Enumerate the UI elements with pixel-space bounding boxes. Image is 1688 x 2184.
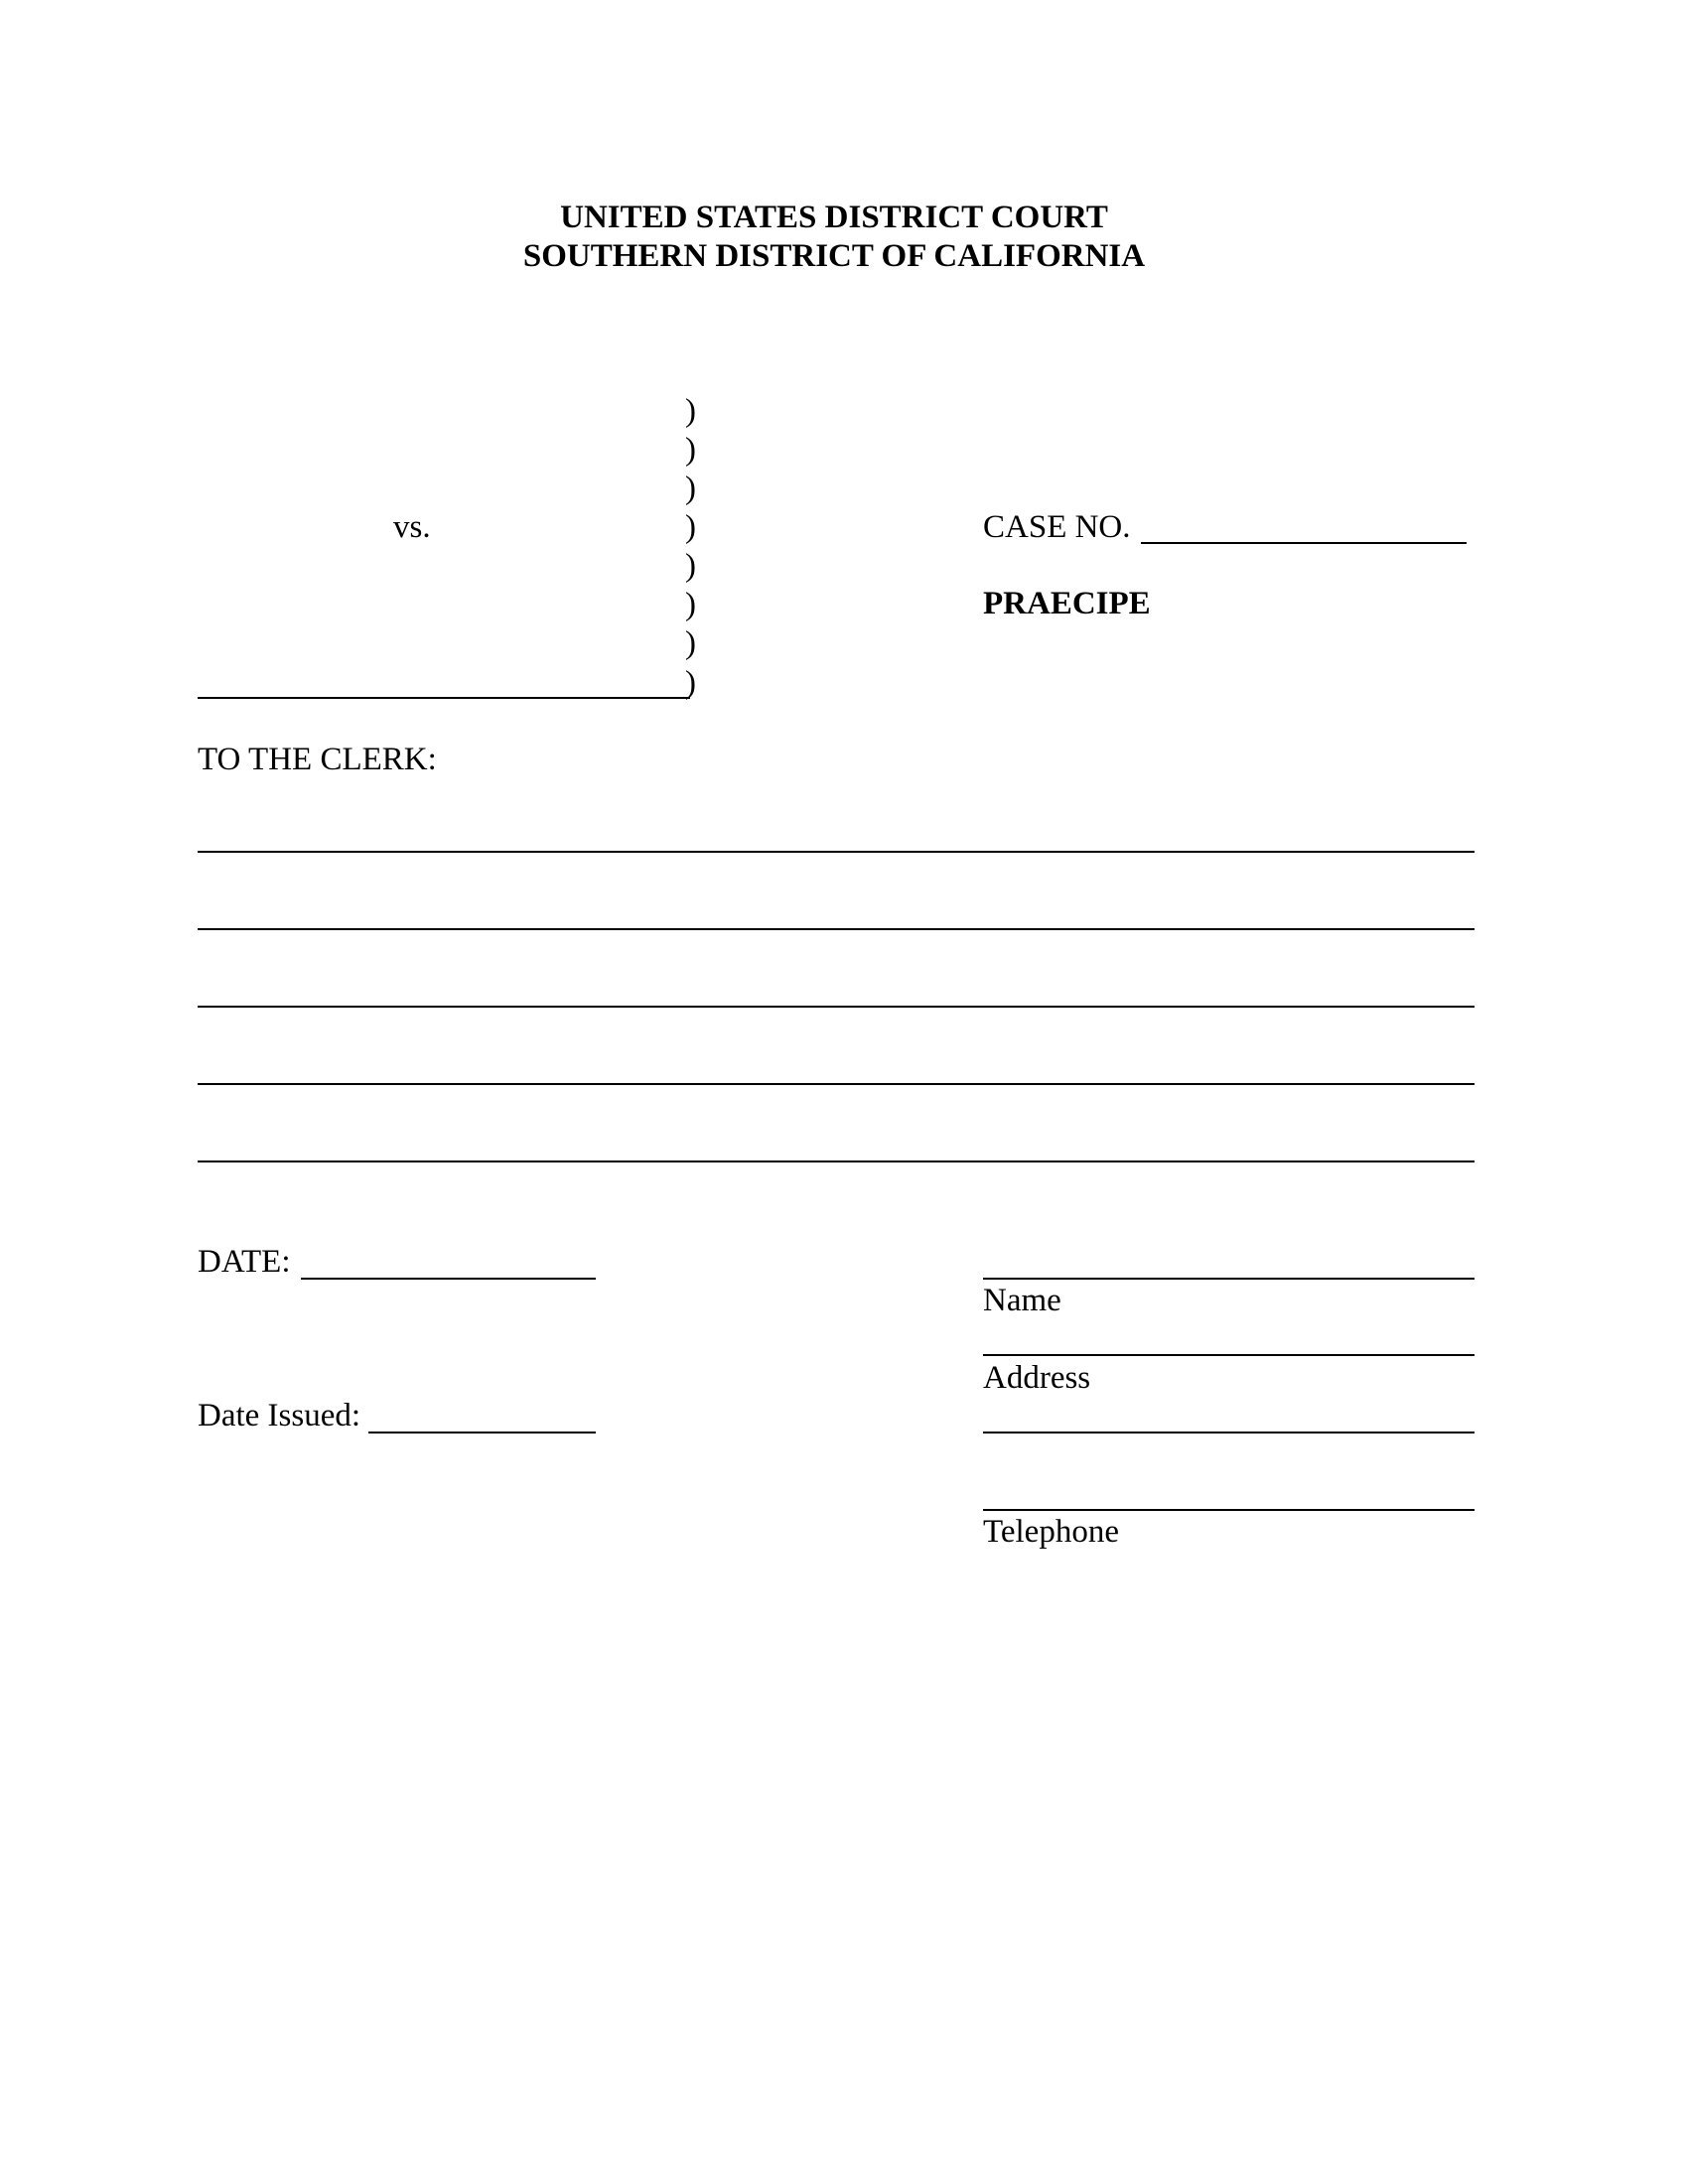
address-label: Address [983, 1360, 1091, 1396]
paren: ) [685, 625, 696, 661]
paren: ) [685, 432, 696, 468]
date-field[interactable] [301, 1278, 596, 1280]
body-line-1[interactable] [198, 851, 1475, 853]
paren: ) [685, 509, 696, 545]
address-field[interactable] [983, 1354, 1475, 1356]
telephone-field[interactable] [983, 1509, 1475, 1511]
document-title: PRAECIPE [983, 586, 1151, 621]
address-line-2-field[interactable] [983, 1432, 1475, 1433]
name-label: Name [983, 1283, 1061, 1318]
paren: ) [685, 665, 696, 701]
party-name-field[interactable] [198, 697, 690, 699]
date-label: DATE: [198, 1244, 291, 1280]
date-issued-label: Date Issued: [198, 1398, 361, 1433]
versus-label: vs. [393, 509, 431, 545]
paren: ) [685, 548, 696, 584]
paren: ) [685, 587, 696, 622]
body-line-2[interactable] [198, 928, 1475, 930]
body-line-3[interactable] [198, 1006, 1475, 1008]
body-line-5[interactable] [198, 1160, 1475, 1162]
telephone-label: Telephone [983, 1514, 1119, 1550]
court-name: UNITED STATES DISTRICT COURT [560, 200, 1108, 235]
paren: ) [685, 393, 696, 429]
date-issued-field[interactable] [368, 1432, 596, 1433]
case-number-field[interactable] [1141, 542, 1467, 544]
name-field[interactable] [983, 1278, 1475, 1280]
paren: ) [685, 471, 696, 506]
salutation: TO THE CLERK: [198, 742, 437, 777]
case-number-label: CASE NO. [983, 509, 1131, 545]
body-line-4[interactable] [198, 1083, 1475, 1085]
district-name: SOUTHERN DISTRICT OF CALIFORNIA [522, 238, 1146, 274]
